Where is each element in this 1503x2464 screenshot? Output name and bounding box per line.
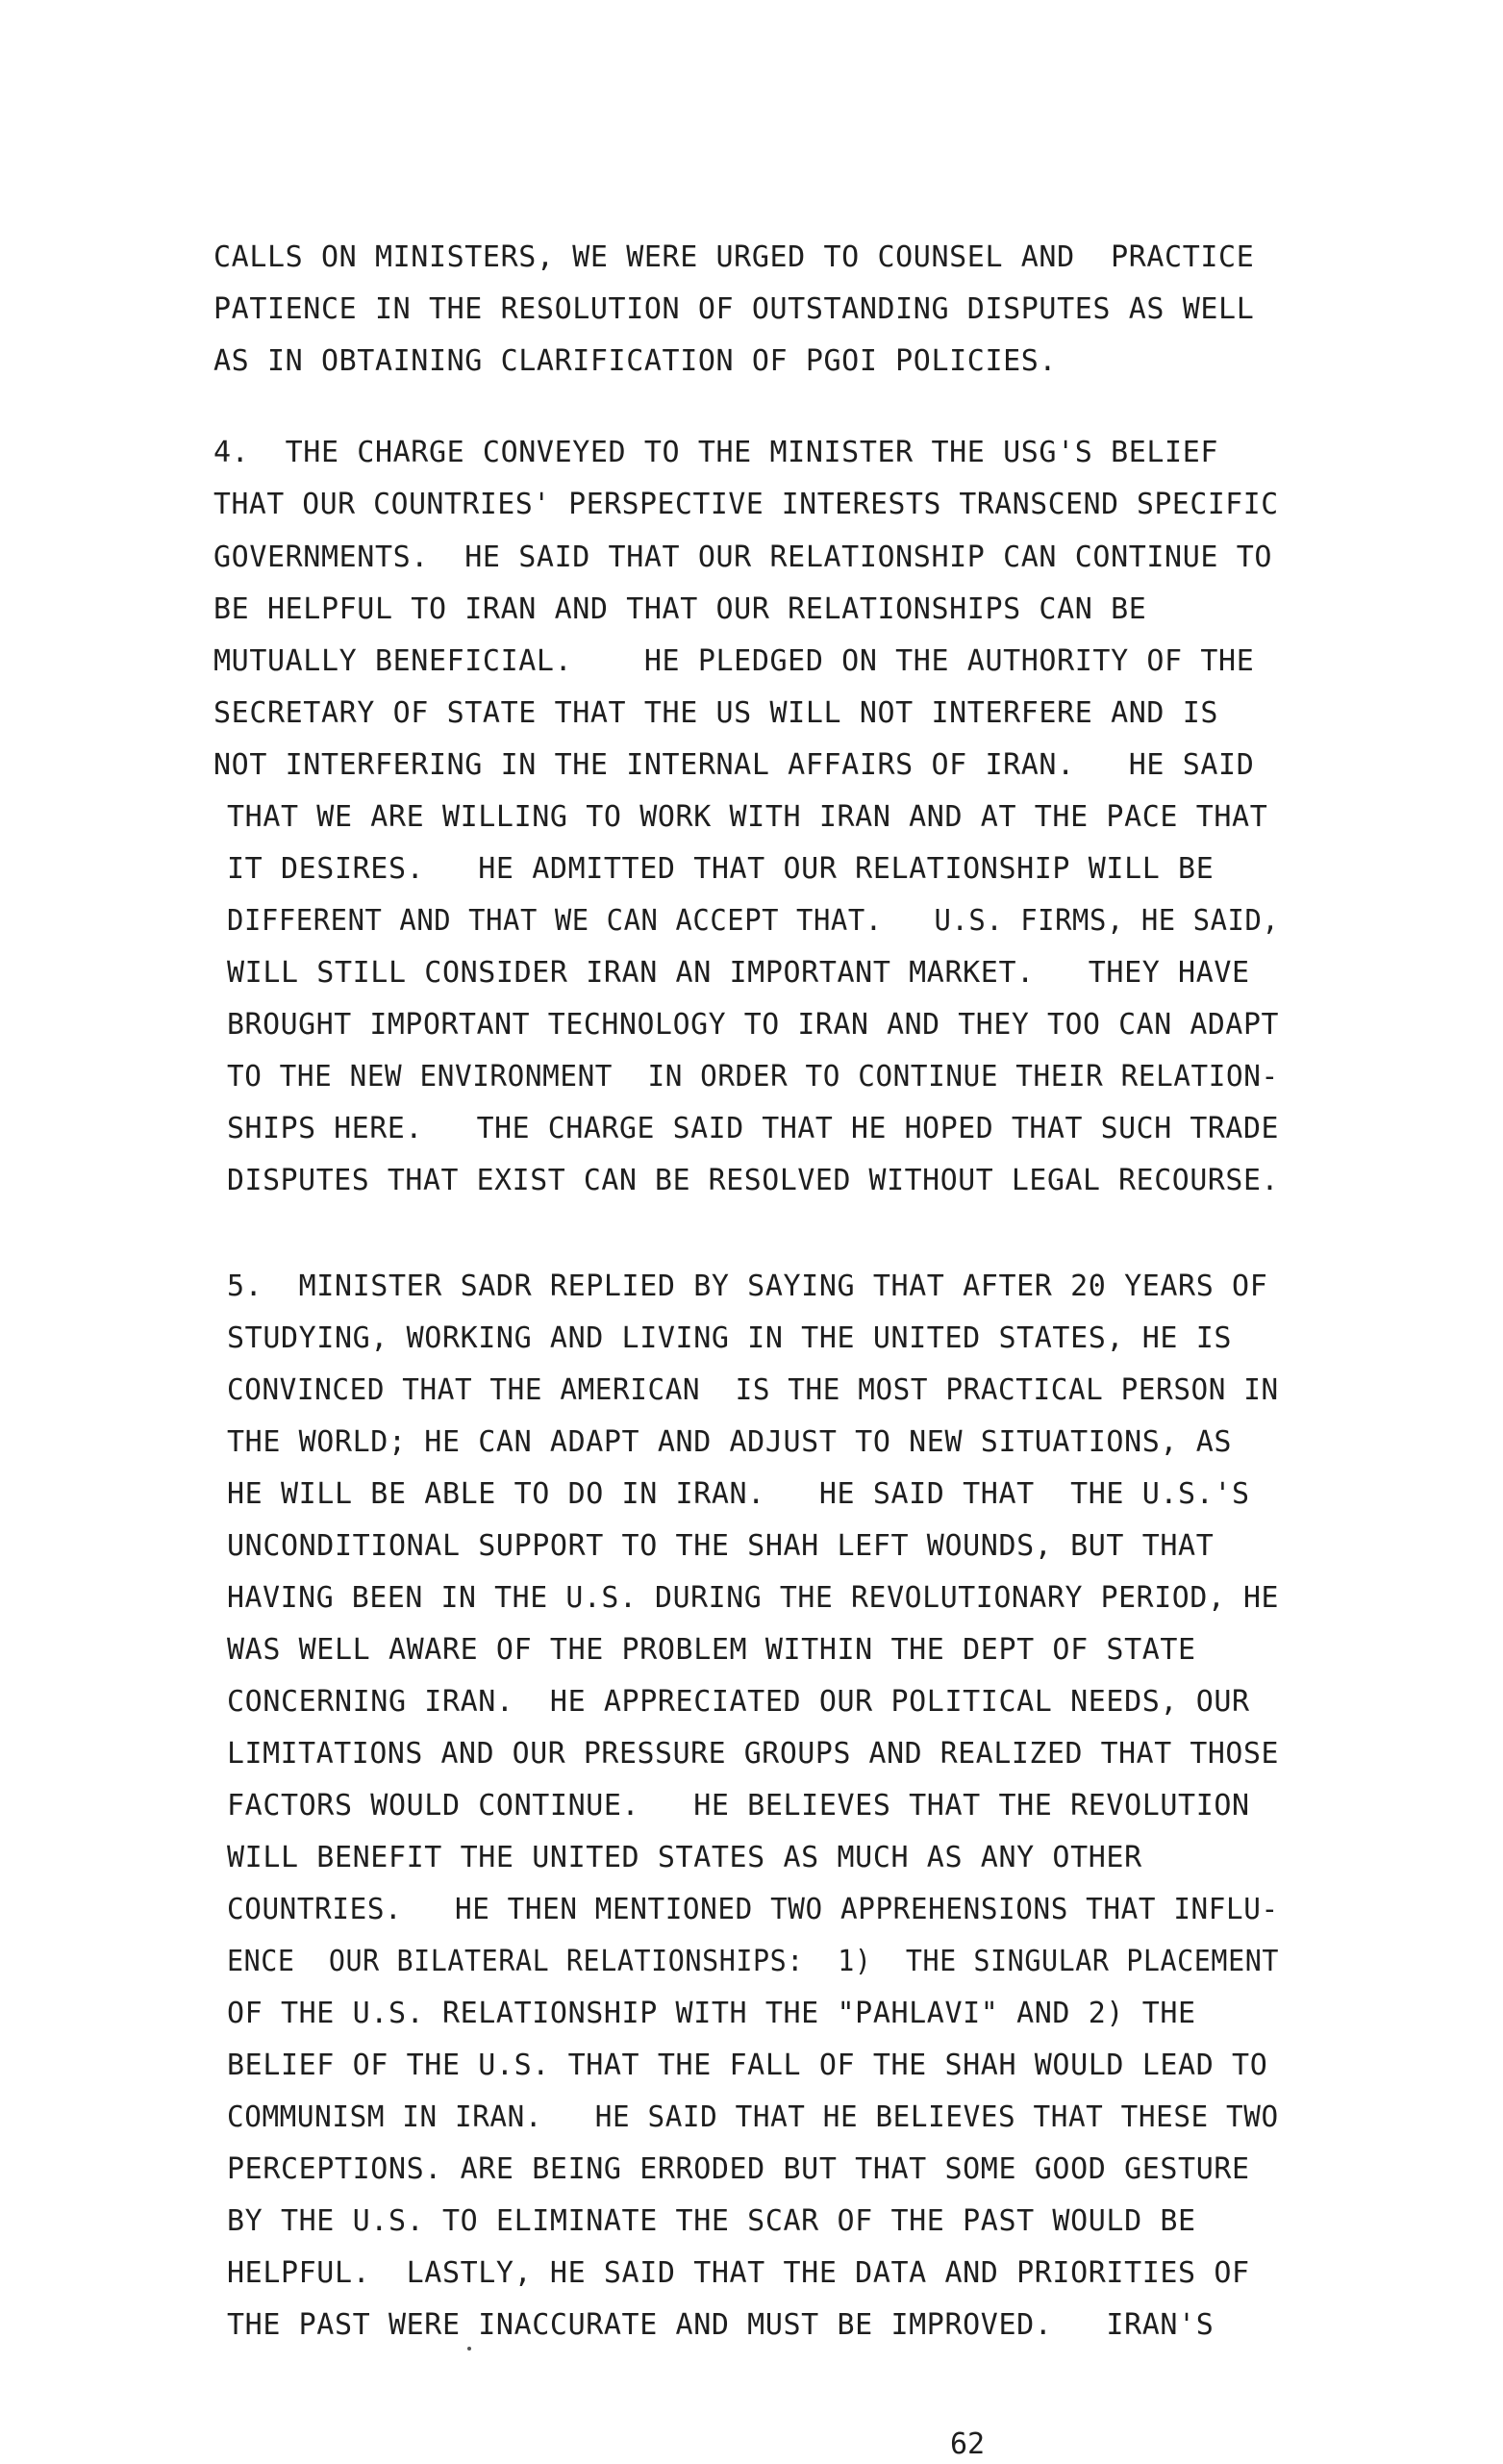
stray-mark <box>467 2347 471 2351</box>
text-line: TO THE NEW ENVIRONMENT IN ORDER TO CONTINUE THEIR RELATION- <box>227 1060 1279 1094</box>
text-line: AS IN OBTAINING CLARIFICATION OF PGOI POLICIES. <box>213 344 1058 378</box>
text-line: THAT OUR COUNTRIES' PERSPECTIVE INTERESTS TRANSCEND SPECIFIC <box>213 488 1279 521</box>
text-line: THAT WE ARE WILLING TO WORK WITH IRAN AND AT THE PACE THAT <box>227 800 1268 834</box>
text-line: 4. THE CHARGE CONVEYED TO THE MINISTER THE USG'S BELIEF <box>213 436 1219 469</box>
text-line: FACTORS WOULD CONTINUE. HE BELIEVES THAT THE REVOLUTION <box>227 1789 1250 1823</box>
text-line: IT DESIRES. HE ADMITTED THAT OUR RELATIONSHIP WILL BE <box>227 852 1215 886</box>
text-line: ENCE OUR BILATERAL RELATIONSHIPS: 1) THE SINGULAR PLACEMENT <box>227 1945 1280 1978</box>
text-line: DISPUTES THAT EXIST CAN BE RESOLVED WITHOUT LEGAL RECOURSE. <box>227 1164 1280 1197</box>
text-line: STUDYING, WORKING AND LIVING IN THE UNITED STATES, HE IS <box>227 1321 1233 1355</box>
page-number: 62 <box>950 2427 986 2461</box>
text-line: COMMUNISM IN IRAN. HE SAID THAT HE BELIEVES THAT THESE TWO <box>227 2100 1279 2134</box>
text-line: HAVING BEEN IN THE U.S. DURING THE REVOLUTIONARY PERIOD, HE <box>227 1581 1280 1615</box>
text-line: CONCERNING IRAN. HE APPRECIATED OUR POLITICAL NEEDS, OUR <box>227 1685 1250 1719</box>
text-line: WILL STILL CONSIDER IRAN AN IMPORTANT MARKET. THEY HAVE <box>227 956 1250 990</box>
text-line: SHIPS HERE. THE CHARGE SAID THAT HE HOPED THAT SUCH TRADE <box>227 1112 1280 1145</box>
text-line: UNCONDITIONAL SUPPORT TO THE SHAH LEFT WOUNDS, BUT THAT <box>227 1529 1215 1563</box>
text-line: PERCEPTIONS. ARE BEING ERRODED BUT THAT SOME GOOD GESTURE <box>227 2152 1250 2186</box>
text-line: WAS WELL AWARE OF THE PROBLEM WITHIN THE DEPT OF STATE <box>227 1633 1196 1667</box>
text-line: NOT INTERFERING IN THE INTERNAL AFFAIRS OF IRAN. HE SAID <box>213 748 1255 782</box>
text-line: LIMITATIONS AND OUR PRESSURE GROUPS AND REALIZED THAT THOSE <box>227 1737 1280 1771</box>
text-line: CONVINCED THAT THE AMERICAN IS THE MOST PRACTICAL PERSON IN <box>227 1373 1279 1407</box>
text-line: HELPFUL. LASTLY, HE SAID THAT THE DATA AND PRIORITIES OF <box>227 2256 1250 2290</box>
text-line: GOVERNMENTS. HE SAID THAT OUR RELATIONSHIP CAN CONTINUE TO <box>213 541 1273 574</box>
text-line: BY THE U.S. TO ELIMINATE THE SCAR OF THE PAST WOULD BE <box>227 2204 1196 2238</box>
text-line: PATIENCE IN THE RESOLUTION OF OUTSTANDING DISPUTES AS WELL <box>213 292 1255 326</box>
text-line: BROUGHT IMPORTANT TECHNOLOGY TO IRAN AND THEY TOO CAN ADAPT <box>227 1008 1280 1042</box>
text-line: DIFFERENT AND THAT WE CAN ACCEPT THAT. U.S. FIRMS, HE SAID, <box>227 904 1280 938</box>
text-line: OF THE U.S. RELATIONSHIP WITH THE "PAHLAVI" AND 2) THE <box>227 1997 1196 2030</box>
text-line: WILL BENEFIT THE UNITED STATES AS MUCH AS ANY OTHER <box>227 1841 1142 1874</box>
text-line: CALLS ON MINISTERS, WE WERE URGED TO COUNSEL AND PRACTICE <box>213 240 1255 274</box>
text-line: 5. MINISTER SADR REPLIED BY SAYING THAT AFTER 20 YEARS OF <box>227 1270 1268 1303</box>
text-line: HE WILL BE ABLE TO DO IN IRAN. HE SAID THAT THE U.S.'S <box>227 1477 1250 1511</box>
text-line: THE WORLD; HE CAN ADAPT AND ADJUST TO NEW SITUATIONS, AS <box>227 1425 1233 1459</box>
text-line: SECRETARY OF STATE THAT THE US WILL NOT INTERFERE AND IS <box>213 696 1219 730</box>
text-line: MUTUALLY BENEFICIAL. HE PLEDGED ON THE AUTHORITY OF THE <box>213 644 1255 678</box>
text-line: BE HELPFUL TO IRAN AND THAT OUR RELATIONSHIPS CAN BE <box>213 592 1147 626</box>
text-line: THE PAST WERE INACCURATE AND MUST BE IMPROVED. IRAN'S <box>227 2308 1215 2342</box>
text-line: COUNTRIES. HE THEN MENTIONED TWO APPREHENSIONS THAT INFLU- <box>227 1893 1279 1926</box>
text-line: BELIEF OF THE U.S. THAT THE FALL OF THE SHAH WOULD LEAD TO <box>227 2049 1268 2082</box>
